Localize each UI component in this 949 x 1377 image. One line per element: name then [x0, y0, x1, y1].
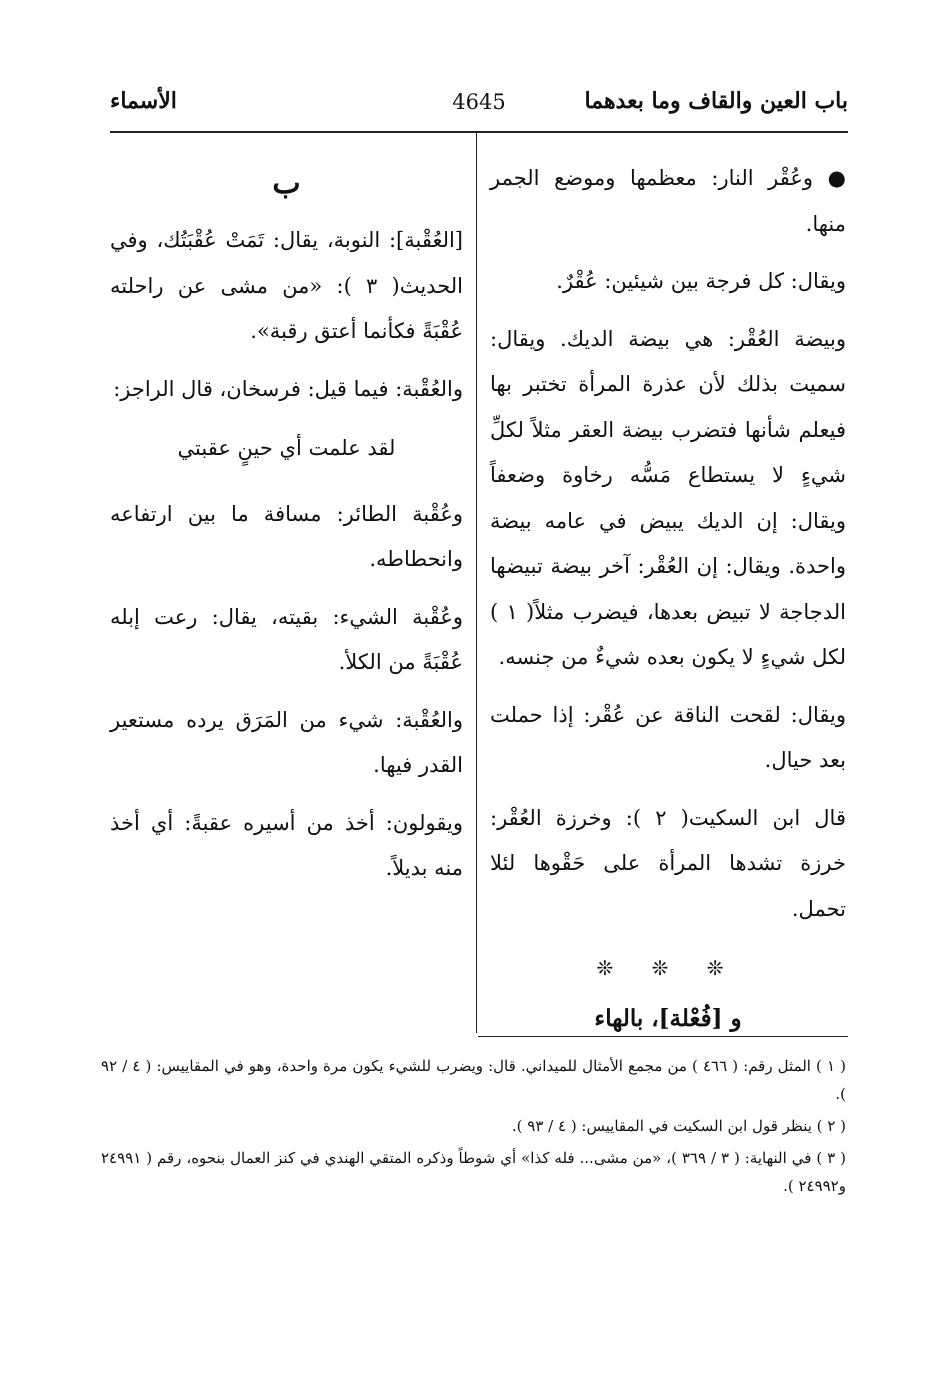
footnotes — [101, 1052, 846, 1204]
footnote-1: ( ١ ) المثل رقم: ( ٤٦٦ ) من مجمع الأمثال للميداني. قال: ويضرب للشيء يكون مرة واحدة، وهو في المقاييس: ( ٤ / ٩٢ ). — [101, 1057, 846, 1103]
entry-paragraph: وعُقْبة الشيء: بقيته، يقال: رعت إبله عُقْبَةً من الكلأ. — [110, 604, 463, 674]
entry-paragraph: ● وعُقْر النار: معظمها وموضع الجمر منها. — [490, 166, 846, 236]
footnote-rule — [478, 1036, 848, 1037]
left-column — [110, 156, 463, 904]
section-separator: ❊ ❊ ❊ — [596, 956, 740, 980]
verse-line: لقد علمت أي حينٍ عقبتي — [177, 436, 396, 460]
entry-paragraph: ويقال: لقحت الناقة عن عُقْر: إذا حملت بعد حيال. — [490, 702, 846, 772]
entry-paragraph: ويقولون: أخذ من أسيره عقبةً: أي أخذ منه بديلاً. — [110, 810, 463, 880]
section-heading: و [فُعْلة]، بالهاء — [594, 1004, 742, 1032]
entry-paragraph: ويقال: كل فرجة بين شيئين: عُقْرٌ. — [556, 269, 846, 293]
entry-paragraph: والعُقْبة: شيء من المَرَق يرده مستعير القدر فيها. — [110, 707, 463, 777]
right-column — [490, 156, 846, 1041]
page-header — [110, 88, 848, 128]
entry-paragraph: [العُقْبة]: النوبة، يقال: تَمَتْ عُقْبَتُك، وفي الحديث( ٣ ): «من مشى عن راحلته عُقْبَةً فكأنما أعتق رقبة». — [110, 228, 463, 343]
page-number: 4645 — [452, 90, 506, 114]
chapter-title: باب العين والقاف وما بعدهما — [584, 88, 848, 114]
section-title: الأسماء — [110, 88, 177, 114]
entry-paragraph: قال ابن السكيت( ٢ ): وخرزة العُقْر: خرزة تشدها المرأة على حَقْوها لئلا تحمل. — [490, 805, 846, 921]
header-rule — [110, 131, 848, 133]
footnote-2: ( ٢ ) ينظر قول ابن السكيت في المقاييس: ( ٤ / ٩٣ ). — [511, 1117, 846, 1135]
column-divider — [476, 133, 477, 1033]
entry-paragraph: والعُقْبة: فيما قيل: فرسخان، قال الراجز: — [113, 376, 463, 401]
section-letter: ب — [272, 166, 301, 201]
entry-paragraph: وبيضة العُقْر: هي بيضة الديك. ويقال: سميت بذلك لأن عذرة المرأة تختبر بها فيعلم شأنها فتضرب بيضة العقر مثلاً لكلِّ شيءٍ لا يستطاع مَسُّه رخاوة وضعفاً ويقال: إن الديك يبيض في عامه بيضة واحدة. ويقال: إن العُقْر: آخر بيضة تبيضها الدجاجة لا تبيض بعدها، فيضرب مثلاً( ١ ) لكل شيءٍ لا يكون بعده شيءٌ من جنسه. — [490, 326, 846, 669]
footnote-3: ( ٣ ) في النهاية: ( ٣ / ٣٦٩ )، «من مشى... فله كذا» أي شوطاً وذكره المتقي الهندي في كنز العمال بنحوه، رقم ( ٢٤٩٩١ و٢٤٩٩٢ ). — [101, 1149, 846, 1195]
entry-paragraph: وعُقْبة الطائر: مسافة ما بين ارتفاعه وانحطاطه. — [110, 501, 463, 571]
